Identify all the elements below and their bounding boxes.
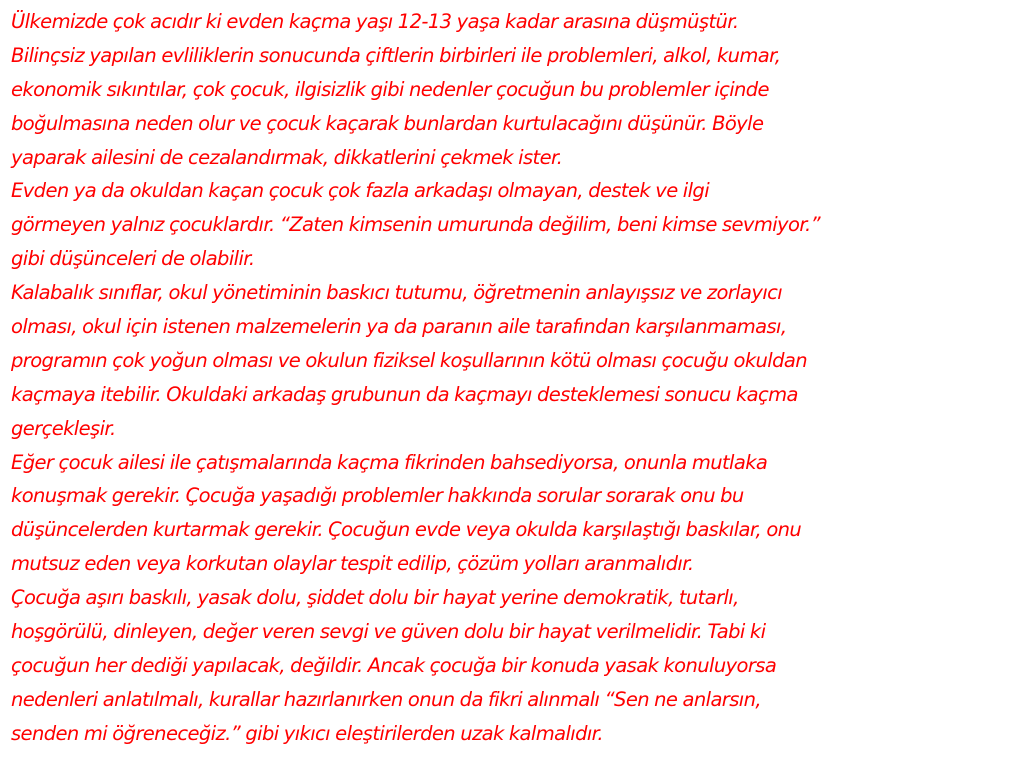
text-line: Çocuğa aşırı baskılı, yasak dolu, şiddet dolu bir hayat yerine demokratik, tutarlı, <box>11 586 739 610</box>
text-line: gerçekleşir. <box>11 416 116 440</box>
text-line: çocuğun her dediği yapılacak, değildir. Ancak çocuğa bir konuda yasak konuluyorsa <box>11 653 777 677</box>
paragraph-school-factors <box>11 276 1015 445</box>
text-line: görmeyen yalnız çocuklardır. “Zaten kimsenin umurunda değilim, beni kimse sevmiyor.” <box>11 213 821 237</box>
text-line: Kalabalık sınıflar, okul yönetiminin baskıcı tutumu, öğretmenin anlayışsız ve zorlayıcı <box>11 281 783 305</box>
text-line: Ülkemizde çok acıdır ki evden kaçma yaşı 12-13 yaşa kadar arasına düşmüştür. <box>11 10 739 33</box>
text-line: programın çok yoğun olması ve okulun fiziksel koşullarının kötü olması çocuğu okuldan <box>11 348 808 372</box>
paragraph-talk-to-child <box>11 446 1015 582</box>
text-line: ekonomik sıkıntılar, çok çocuk, ilgisizlik gibi nedenler çocuğun bu problemler içinde <box>11 77 769 101</box>
text-line: nedenleri anlatılmalı, kurallar hazırlanırken onun da fikri alınmalı “Sen ne anlarsın, <box>11 687 761 711</box>
text-line: kaçmaya itebilir. Okuldaki arkadaş grubunun da kaçmayı desteklemesi sonucu kaçma <box>11 382 798 406</box>
paragraph-democratic-life <box>11 581 1015 750</box>
body-text <box>11 5 1015 751</box>
text-line: olması, okul için istenen malzemelerin ya da paranın aile tarafından karşılanmaması, <box>11 315 787 339</box>
text-line: Bilinçsiz yapılan evliliklerin sonucunda çiftlerin birbirleri ile problemleri, alkol, kumar, <box>11 43 781 67</box>
text-line: boğulmasına neden olur ve çocuk kaçarak bunlardan kurtulacağını düşünür. Böyle <box>11 111 764 135</box>
text-line: yaparak ailesini de cezalandırmak, dikkatlerini çekmek ister. <box>11 145 563 169</box>
text-line: Evden ya da okuldan kaçan çocuk çok fazla arkadaşı olmayan, destek ve ilgi <box>11 179 710 203</box>
paragraph-lonely-children <box>11 174 1015 276</box>
text-line: gibi düşünceleri de olabilir. <box>11 247 255 271</box>
paragraph-runaway-age <box>11 5 1015 174</box>
text-line: mutsuz eden veya korkutan olaylar tespit edilip, çözüm yolları aranmalıdır. <box>11 552 694 576</box>
text-line: hoşgörülü, dinleyen, değer veren sevgi ve güven dolu bir hayat verilmelidir. Tabi ki <box>11 620 766 644</box>
text-line: Eğer çocuk ailesi ile çatışmalarında kaçma fikrinden bahsediyorsa, onunla mutlaka <box>11 450 768 474</box>
text-line: konuşmak gerekir. Çocuğa yaşadığı problemler hakkında sorular sorarak onu bu <box>11 484 744 508</box>
text-line: düşüncelerden kurtarmak gerekir. Çocuğun evde veya okulda karşılaştığı baskılar, onu <box>11 518 802 542</box>
text-line: senden mi öğreneceğiz.” gibi yıkıcı eleştirilerden uzak kalmalıdır. <box>11 721 603 745</box>
